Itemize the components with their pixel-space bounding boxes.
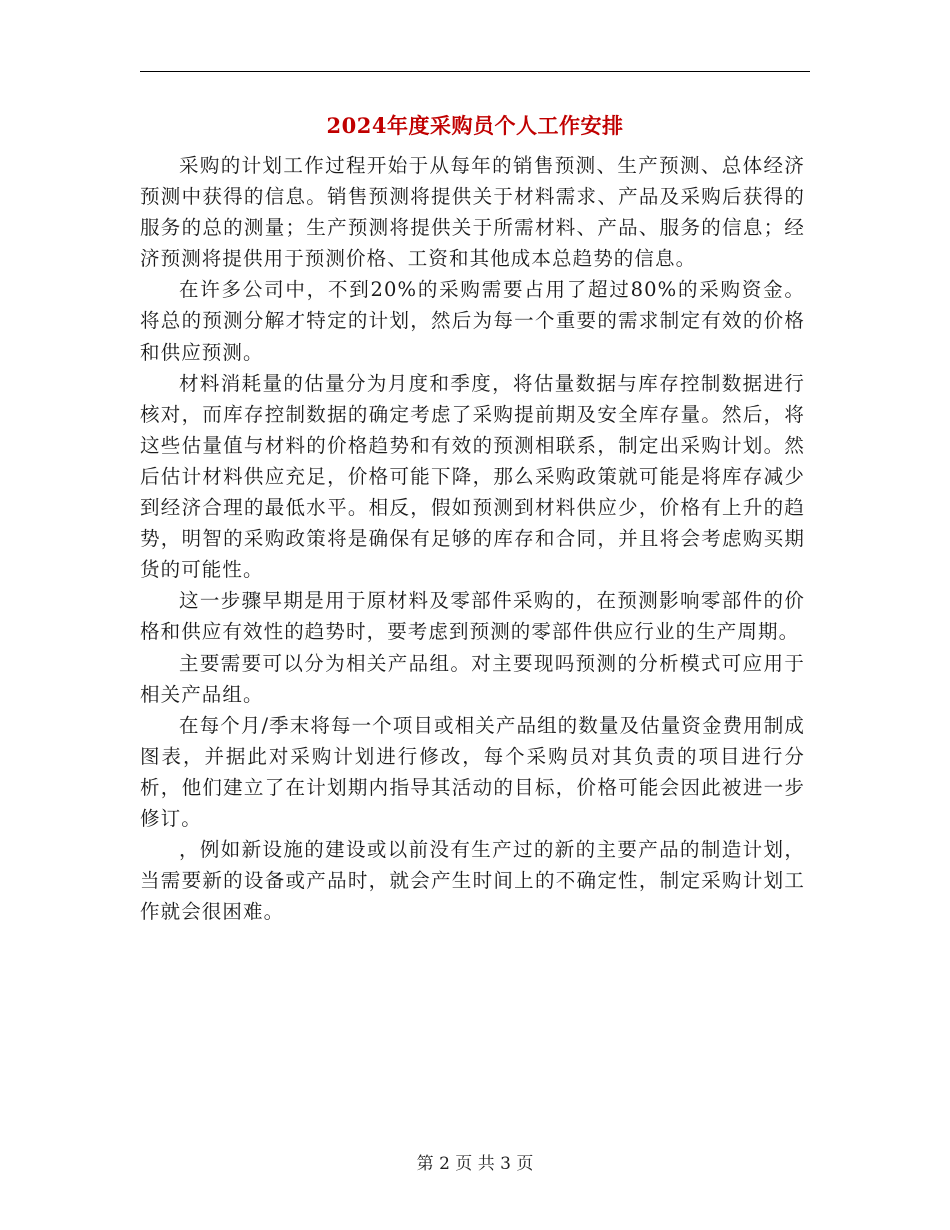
paragraph-4: 这一步骤早期是用于原材料及零部件采购的，在预测影响零部件的价格和供应有效性的趋势时，要考虑到预测的零部件供应行业的生产周期。	[140, 589, 805, 644]
paragraph-2: 在许多公司中，不到20%的采购需要占用了超过80%的采购资金。将总的预测分解才特定的计划，然后为每一个重要的需求制定有效的价格和供应预测。	[140, 278, 805, 364]
paragraph-5: 主要需要可以分为相关产品组。对主要现吗预测的分析模式可应用于相关产品组。	[140, 651, 805, 706]
paragraph-6: 在每个月/季末将每一个项目或相关产品组的数量及估量资金费用制成图表，并据此对采购计划进行修改，每个采购员对其负责的项目进行分析，他们建立了在计划期内指导其活动的目标，价格可能会因此被进一步修订。	[140, 713, 805, 830]
paragraph-3: 材料消耗量的估量分为月度和季度，将估量数据与库存控制数据进行核对，而库存控制数据的确定考虑了采购提前期及安全库存量。然后，将这些估量值与材料的价格趋势和有效的预测相联系，制定出采购计划。然后估计材料供应充足，价格可能下降，那么采购政策就可能是将库存减少到经济合理的最低水平。相反，假如预测到材料供应少，价格有上升的趋势，明智的采购政策将是确保有足够的库存和合同，并且将会考虑购买期货的可能性。	[140, 371, 805, 582]
header-rule	[140, 71, 810, 72]
document-title: 2024年度采购员个人工作安排	[326, 113, 624, 138]
paragraph-7: ，例如新设施的建设或以前没有生产过的新的主要产品的制造计划，当需要新的设备或产品时，就会产生时间上的不确定性，制定采购计划工作就会很困难。	[140, 838, 805, 924]
page-number: 第 2 页 共 3 页	[416, 1154, 534, 1174]
document-body	[140, 150, 805, 927]
paragraph-1: 采购的计划工作过程开始于从每年的销售预测、生产预测、总体经济预测中获得的信息。销售预测将提供关于材料需求、产品及采购后获得的服务的总的测量；生产预测将提供关于所需材料、产品、服务的信息；经济预测将提供用于预测价格、工资和其他成本总趋势的信息。	[140, 154, 805, 271]
